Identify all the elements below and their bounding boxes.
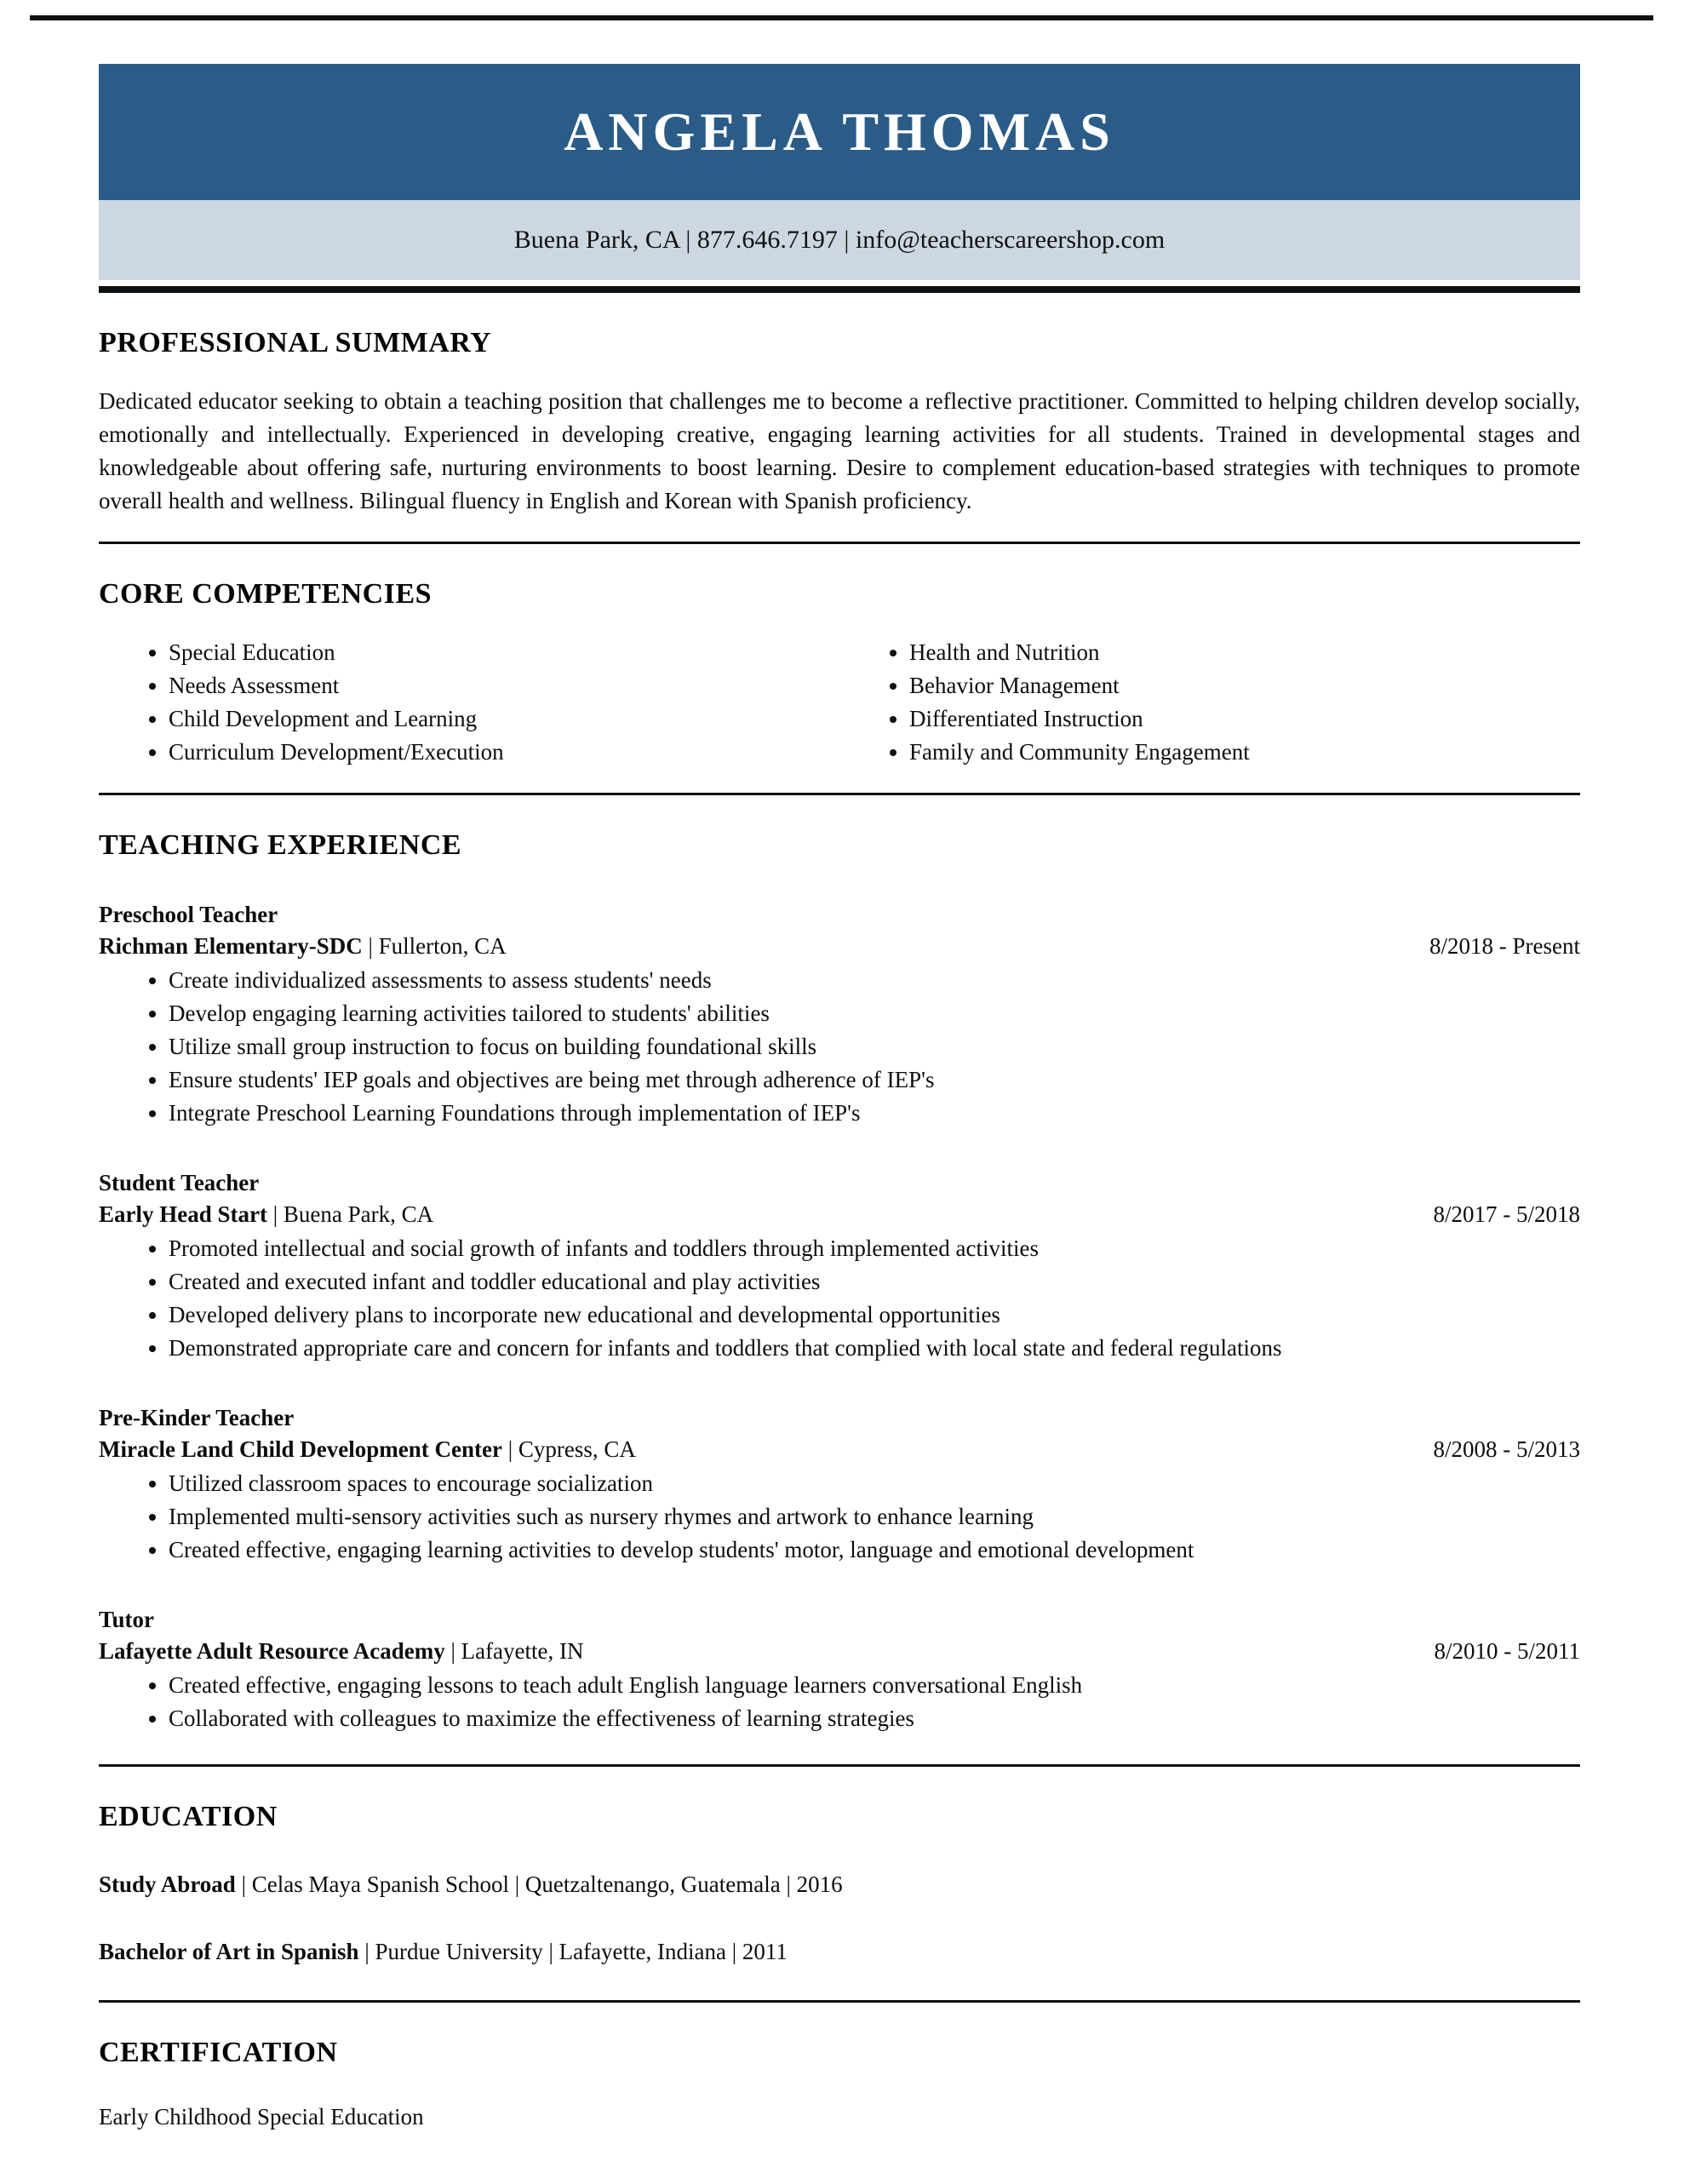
job-role: Student Teacher — [99, 1170, 260, 1195]
education-entry — [99, 1869, 1580, 1900]
job-dates: 8/2008 - 5/2013 — [1433, 1436, 1580, 1462]
education-detail: | Purdue University | Lafayette, Indiana | 2011 — [358, 1939, 788, 1964]
summary-heading: PROFESSIONAL SUMMARY — [99, 327, 492, 358]
job-bullet: • Create individualized assessments to assess students' needs — [169, 964, 1580, 997]
job-bullet: • Ensure students' IEP goals and objectives are being met through adherence of IEP's — [169, 1063, 1580, 1097]
education-detail: | Celas Maya Spanish School | Quetzaltenango, Guatemala | 2016 — [235, 1872, 843, 1897]
section-certification — [99, 2037, 1580, 2133]
education-heading: EDUCATION — [99, 1801, 278, 1832]
contact-band — [99, 200, 1580, 280]
job-meta — [99, 1434, 1580, 1465]
job-org — [99, 931, 507, 962]
job-meta — [99, 931, 1580, 962]
job-bullet: • Created effective, engaging lessons to teach adult English language learners conversational English — [169, 1669, 1580, 1702]
section-divider — [99, 2000, 1580, 2003]
competencies-heading: CORE COMPETENCIES — [99, 578, 432, 610]
job-bullet: • Created effective, engaging learning activities to develop students' motor, language and emotional development — [169, 1533, 1580, 1567]
job-bullet: • Implemented multi-sensory activities such as nursery rhymes and artwork to enhance learning — [169, 1500, 1580, 1533]
header-divider — [99, 286, 1580, 293]
section-divider — [99, 542, 1580, 544]
job-meta — [99, 1199, 1580, 1230]
job-bullets — [99, 1232, 1580, 1365]
section-teaching-experience — [99, 829, 1580, 1767]
candidate-name: ANGELA THOMAS — [564, 101, 1115, 162]
job-role: Preschool Teacher — [99, 902, 278, 927]
name-banner — [99, 64, 1580, 200]
contact-info: Buena Park, CA | 877.646.7197 | info@teacherscareershop.com — [513, 226, 1166, 254]
competency-item: • Curriculum Development/Execution — [169, 736, 839, 769]
competencies-col-right — [839, 636, 1580, 769]
resume-header — [99, 64, 1580, 293]
job-bullets — [99, 1669, 1580, 1735]
job-location: | Cypress, CA — [501, 1436, 636, 1462]
competencies-columns — [99, 636, 1580, 769]
competencies-col-left — [99, 636, 839, 769]
section-education — [99, 1801, 1580, 2003]
summary-text: Dedicated educator seeking to obtain a teaching position that challenges me to become a reflective practitioner. Committed to helping children develop socially, emotionally and intellectually. Experienced in developing creative, engaging learning activities for all students. Trained in developmental stages and knowledgeable about offering safe, nurturing environments to boost learning. Desire to complement education-based strategies with techniques to promote overall health and wellness. Bilingual fluency in English and Korean with Spanish proficiency. — [99, 388, 1580, 513]
job-bullet: • Utilize small group instruction to focus on building foundational skills — [169, 1030, 1580, 1063]
job-org — [99, 1434, 636, 1465]
job-company: Miracle Land Child Development Center — [99, 1436, 502, 1462]
education-degree: Bachelor of Art in Spanish — [99, 1939, 359, 1964]
certification-heading: CERTIFICATION — [99, 2037, 338, 2068]
competency-item: • Special Education — [169, 636, 839, 669]
job-bullet: • Utilized classroom spaces to encourage socialization — [169, 1467, 1580, 1500]
job-role: Pre-Kinder Teacher — [99, 1405, 295, 1430]
job-dates: 8/2018 - Present — [1429, 933, 1580, 959]
section-divider — [99, 1764, 1580, 1767]
competency-item: • Child Development and Learning — [169, 702, 839, 736]
competency-item: • Needs Assessment — [169, 669, 839, 702]
job-org — [99, 1636, 584, 1667]
section-core-competencies — [99, 578, 1580, 795]
job-org — [99, 1199, 433, 1230]
job-bullet: • Created and executed infant and toddler educational and play activities — [169, 1265, 1580, 1298]
job-bullet: • Collaborated with colleagues to maximize the effectiveness of learning strategies — [169, 1702, 1580, 1735]
job-bullet: • Develop engaging learning activities tailored to students' abilities — [169, 997, 1580, 1030]
job-company: Early Head Start — [99, 1201, 267, 1227]
job-location: | Lafayette, IN — [444, 1638, 584, 1664]
competency-item: • Behavior Management — [909, 669, 1580, 702]
job-entry — [99, 899, 1580, 1130]
competency-item: • Health and Nutrition — [909, 636, 1580, 669]
job-bullet: • Developed delivery plans to incorporate new educational and developmental opportunities — [169, 1298, 1580, 1332]
education-entry — [99, 1936, 1580, 1968]
certification-list — [99, 2101, 1580, 2133]
job-bullet: • Demonstrated appropriate care and concern for infants and toddlers that complied with local state and federal regulations — [169, 1332, 1580, 1365]
job-location: | Fullerton, CA — [362, 933, 507, 959]
job-company: Richman Elementary-SDC — [99, 933, 363, 959]
jobs-list — [99, 899, 1580, 1735]
job-entry — [99, 1604, 1580, 1735]
job-location: | Buena Park, CA — [266, 1201, 434, 1227]
job-dates: 8/2017 - 5/2018 — [1433, 1201, 1580, 1227]
job-company: Lafayette Adult Resource Academy — [99, 1638, 445, 1664]
job-bullets — [99, 964, 1580, 1130]
competency-item: • Differentiated Instruction — [909, 702, 1580, 736]
job-dates: 8/2010 - 5/2011 — [1434, 1638, 1580, 1664]
job-entry — [99, 1167, 1580, 1365]
job-role: Tutor — [99, 1607, 155, 1632]
job-bullet: • Promoted intellectual and social growth of infants and toddlers through implemented activities — [169, 1232, 1580, 1265]
job-entry — [99, 1402, 1580, 1567]
certification-item: Early Childhood Special Education — [99, 2104, 424, 2130]
job-meta — [99, 1636, 1580, 1667]
job-bullets — [99, 1467, 1580, 1567]
education-list — [99, 1869, 1580, 1968]
education-degree: Study Abroad — [99, 1872, 236, 1897]
experience-heading: TEACHING EXPERIENCE — [99, 829, 462, 861]
top-border-rule — [30, 15, 1653, 20]
section-professional-summary — [99, 327, 1580, 544]
competency-item: • Family and Community Engagement — [909, 736, 1580, 769]
section-divider — [99, 793, 1580, 795]
job-bullet: • Integrate Preschool Learning Foundations through implementation of IEP's — [169, 1097, 1580, 1130]
